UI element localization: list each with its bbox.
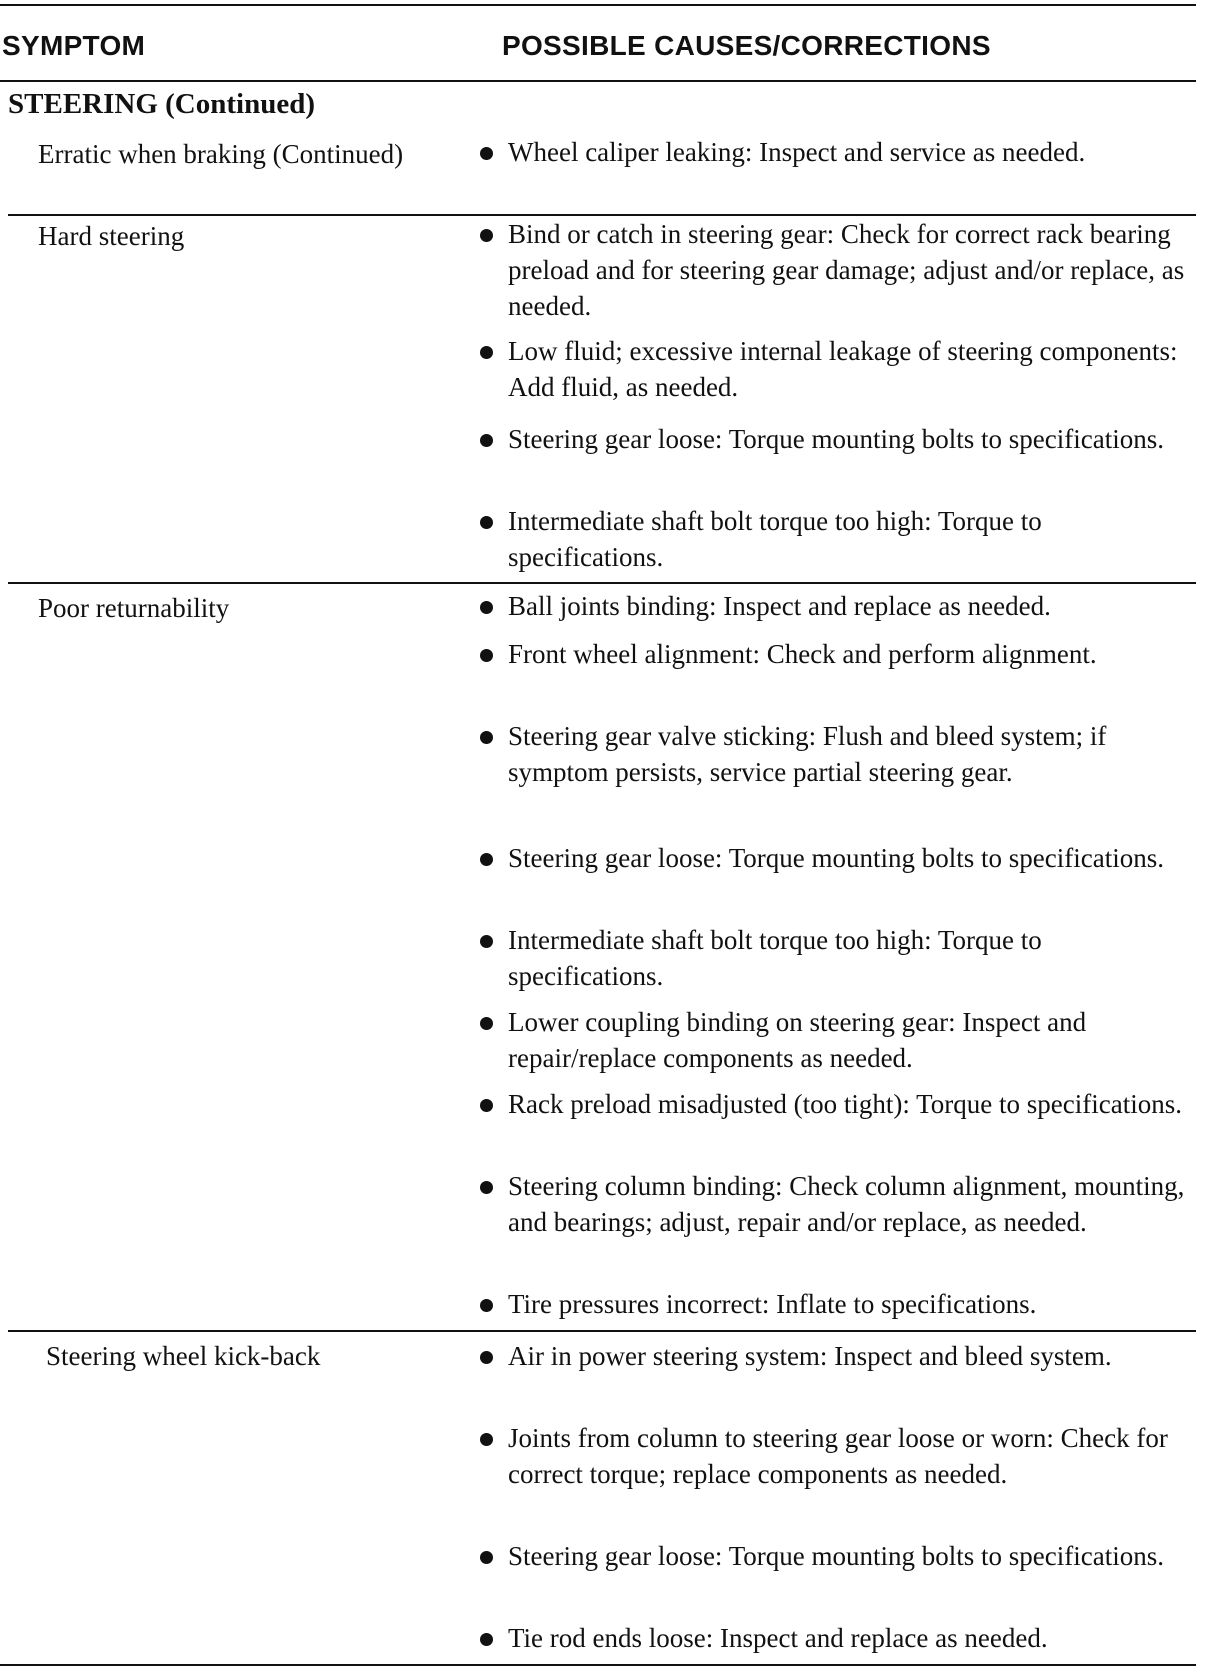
- cause-text: Steering column binding: Check column alignment, mounting, and bearings; adjust, repair and/or replace, as needed.: [508, 1171, 1185, 1237]
- cause-item: [508, 1420, 1198, 1492]
- cause-text: Tie rod ends loose: Inspect and replace as needed.: [508, 1623, 1048, 1653]
- bullet-icon: [480, 731, 493, 744]
- bullet-icon: [480, 1433, 493, 1446]
- cause-item: [508, 503, 1198, 575]
- cause-text: Joints from column to steering gear loose or worn: Check for correct torque; replace components as needed.: [508, 1423, 1168, 1489]
- cause-text: Steering gear loose: Torque mounting bolts to specifications.: [508, 843, 1164, 873]
- row-divider: [8, 1330, 1196, 1332]
- cause-text: Steering gear loose: Torque mounting bolts to specifications.: [508, 1541, 1164, 1571]
- cause-text: Low fluid; excessive internal leakage of steering components: Add fluid, as needed.: [508, 336, 1178, 402]
- cause-item: [508, 1004, 1198, 1076]
- symptom-poor-returnability: Poor returnability: [38, 593, 230, 623]
- bullet-icon: [480, 649, 493, 662]
- cause-item: [508, 1286, 1198, 1322]
- bullet-icon: [480, 1299, 493, 1312]
- bullet-icon: [480, 1181, 493, 1194]
- cause-text: Air in power steering system: Inspect and bleed system.: [508, 1341, 1112, 1371]
- bullet-icon: [480, 1351, 493, 1364]
- cause-text: Bind or catch in steering gear: Check for correct rack bearing preload and for steering gear damage; adjust and/or replace, as needed.: [508, 219, 1185, 321]
- cause-item: [508, 922, 1198, 994]
- cause-item: [508, 216, 1198, 324]
- cause-text: Intermediate shaft bolt torque too high: Torque to specifications.: [508, 925, 1042, 991]
- cause-item: [508, 1086, 1198, 1122]
- bullet-icon: [480, 935, 493, 948]
- cause-item: [508, 1168, 1198, 1240]
- symptom-header: SYMPTOM: [2, 30, 146, 61]
- bullet-icon: [480, 1099, 493, 1112]
- symptom-hard-steering: Hard steering: [38, 221, 185, 251]
- cause-item: [508, 421, 1198, 457]
- bullet-icon: [480, 147, 493, 160]
- cause-item: [508, 134, 1198, 170]
- bottom-rule: [0, 1664, 1196, 1666]
- causes-header: POSSIBLE CAUSES/CORRECTIONS: [502, 30, 991, 61]
- cause-text: Wheel caliper leaking: Inspect and service as needed.: [508, 137, 1086, 167]
- cause-item: [508, 1620, 1198, 1656]
- bullet-icon: [480, 601, 493, 614]
- cause-item: [508, 333, 1198, 405]
- symptom-erratic-braking: Erratic when braking (Continued): [38, 139, 404, 169]
- cause-text: Rack preload misadjusted (too tight): Torque to specifications.: [508, 1089, 1182, 1119]
- bullet-icon: [480, 853, 493, 866]
- bullet-icon: [480, 1017, 493, 1030]
- bullet-icon: [480, 434, 493, 447]
- cause-text: Front wheel alignment: Check and perform alignment.: [508, 639, 1097, 669]
- bullet-icon: [480, 346, 493, 359]
- bullet-icon: [480, 1633, 493, 1646]
- cause-item: [508, 636, 1198, 672]
- cause-text: Ball joints binding: Inspect and replace as needed.: [508, 591, 1051, 621]
- section-title: STEERING (Continued): [8, 88, 315, 120]
- cause-text: Tire pressures incorrect: Inflate to specifications.: [508, 1289, 1037, 1319]
- cause-item: [508, 718, 1198, 790]
- cause-item: [508, 1538, 1198, 1574]
- cause-text: Lower coupling binding on steering gear: Inspect and repair/replace components as needed.: [508, 1007, 1087, 1073]
- bullet-icon: [480, 229, 493, 242]
- cause-item: [508, 1338, 1198, 1374]
- cause-text: Intermediate shaft bolt torque too high: Torque to specifications.: [508, 506, 1042, 572]
- row-divider: [8, 582, 1196, 584]
- cause-item: [508, 840, 1198, 876]
- cause-text: Steering gear loose: Torque mounting bolts to specifications.: [508, 424, 1164, 454]
- symptom-kick-back: Steering wheel kick-back: [46, 1341, 321, 1371]
- cause-item: [508, 588, 1198, 624]
- cause-text: Steering gear valve sticking: Flush and bleed system; if symptom persists, service partial steering gear.: [508, 721, 1107, 787]
- bullet-icon: [480, 1551, 493, 1564]
- header-rule: [0, 80, 1196, 82]
- bullet-icon: [480, 516, 493, 529]
- top-rule: [0, 4, 1196, 6]
